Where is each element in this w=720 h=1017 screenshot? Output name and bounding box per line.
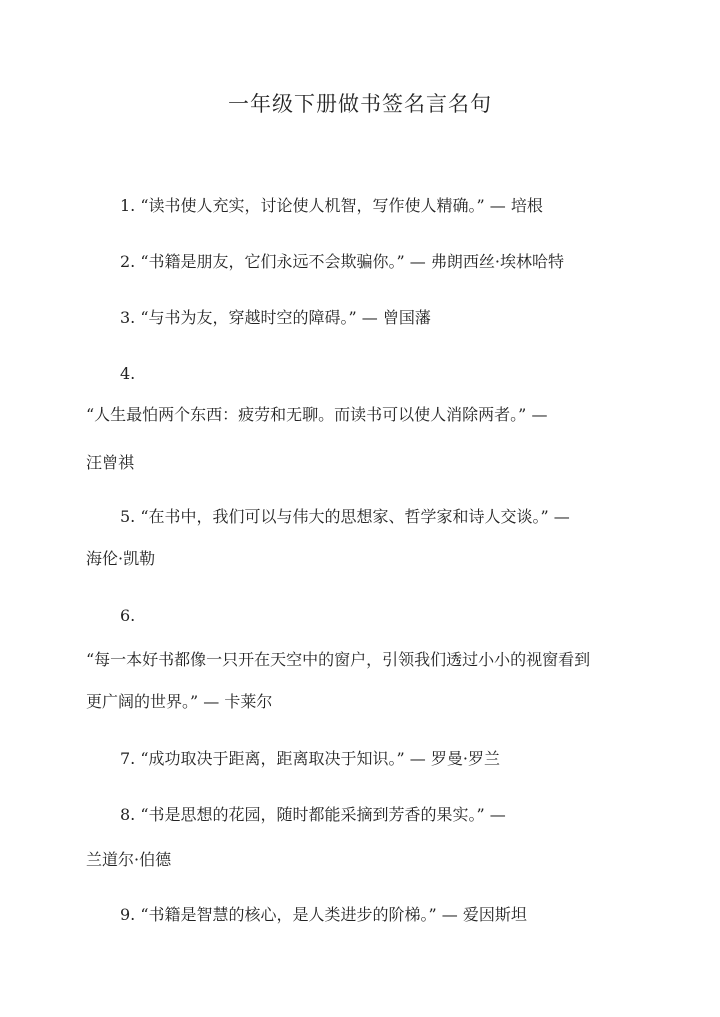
quote-4-author: 汪曾祺 xyxy=(86,453,135,472)
quote-3: 3. “与书为友，穿越时空的障碍。” — 曾国藩 xyxy=(120,308,431,327)
quote-4-text: “人生最怕两个东西：疲劳和无聊。而读书可以使人消除两者。” — xyxy=(86,405,548,424)
quote-6-number: 6. xyxy=(120,606,136,625)
quote-5-text: 5. “在书中，我们可以与伟大的思想家、哲学家和诗人交谈。” — xyxy=(120,507,570,526)
quote-2: 2. “书籍是朋友，它们永远不会欺骗你。” — 弗朗西丝·埃林哈特 xyxy=(120,252,564,271)
quote-1: 1. “读书使人充实，讨论使人机智，写作使人精确。” — 培根 xyxy=(120,196,543,215)
quote-7: 7. “成功取决于距离，距离取决于知识。” — 罗曼·罗兰 xyxy=(120,749,500,768)
quote-8-author: 兰道尔·伯德 xyxy=(86,850,172,869)
quote-9: 9. “书籍是智慧的核心，是人类进步的阶梯。” — 爱因斯坦 xyxy=(120,905,527,924)
quote-5-author: 海伦·凯勒 xyxy=(86,549,156,568)
quote-6-author: 更广阔的世界。” — 卡莱尔 xyxy=(86,692,273,711)
quote-6-text: “每一本好书都像一只开在天空中的窗户，引领我们透过小小的视窗看到 xyxy=(86,650,591,669)
quote-8-text: 8. “书是思想的花园，随时都能采摘到芳香的果实。” — xyxy=(120,805,506,824)
quote-4-number: 4. xyxy=(120,364,136,383)
page-title: 一年级下册做书签名言名句 xyxy=(228,92,492,116)
